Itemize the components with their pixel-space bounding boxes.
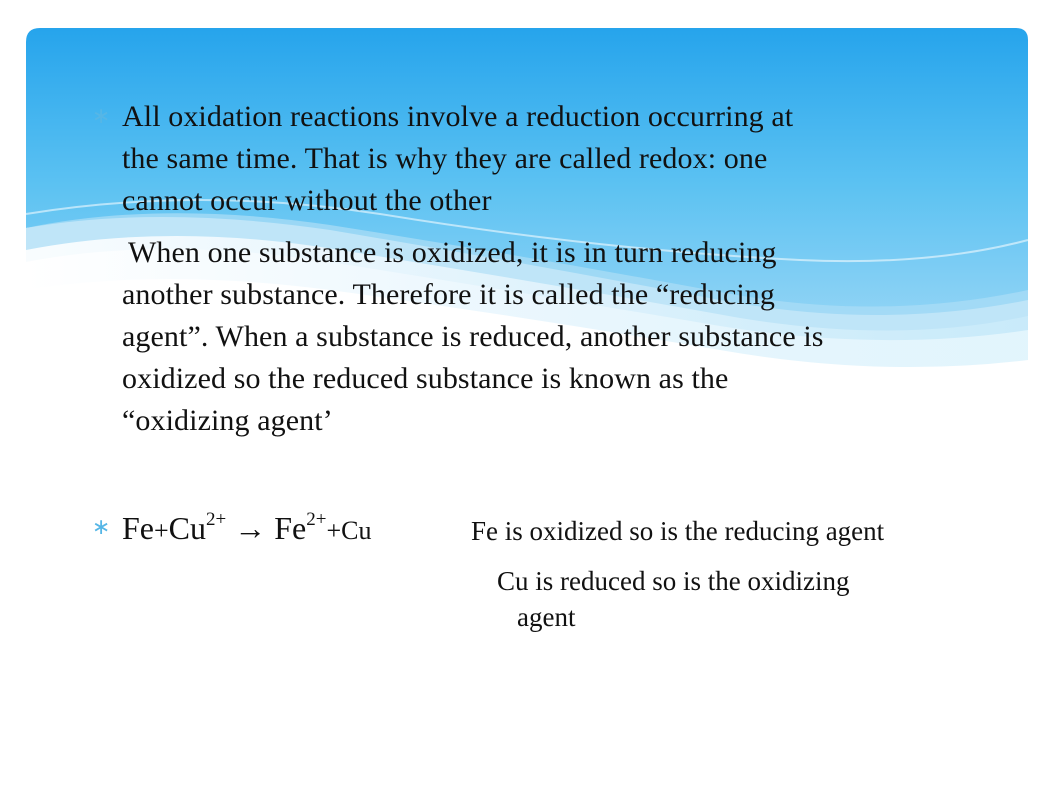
equation-fe-charge: 2+ [306, 509, 327, 530]
equation-cu-charge: 2+ [206, 509, 227, 530]
fe-note: Fe is oxidized so is the reducing agent [471, 516, 885, 546]
equation-plus: + [154, 516, 169, 545]
text-line: the same time. That is why they are called redox: one [122, 142, 768, 175]
cu-note-line: agent [517, 602, 576, 632]
text-line: When one substance is oxidized, it is in turn reducing [128, 236, 777, 269]
cu-note-line: Cu is reduced so is the oxidizing [497, 566, 850, 596]
bullet-icon: ∗ [92, 515, 111, 540]
text-line: agent”. When a substance is reduced, another substance is [122, 320, 824, 353]
equation-cu: Cu [168, 510, 207, 546]
text-line: another substance. Therefore it is called the “reducing [122, 278, 776, 311]
cu-note [497, 563, 849, 635]
equation-arrow: → [226, 510, 275, 546]
text-line: cannot occur without the other [122, 184, 492, 217]
text-line: “oxidizing agent’ [122, 404, 333, 437]
paragraph-agents [122, 232, 824, 442]
bullet-icon: ∗ [92, 104, 111, 129]
equation-fe2: Fe [274, 510, 307, 546]
equation-fe: Fe [122, 510, 154, 546]
redox-equation [122, 507, 371, 552]
paragraph-redox [122, 96, 793, 222]
text-line: All oxidation reactions involve a reduction occurring at [122, 100, 794, 133]
equation-plus-cu: +Cu [326, 516, 372, 545]
text-line: oxidized so the reduced substance is known as the [122, 362, 729, 395]
